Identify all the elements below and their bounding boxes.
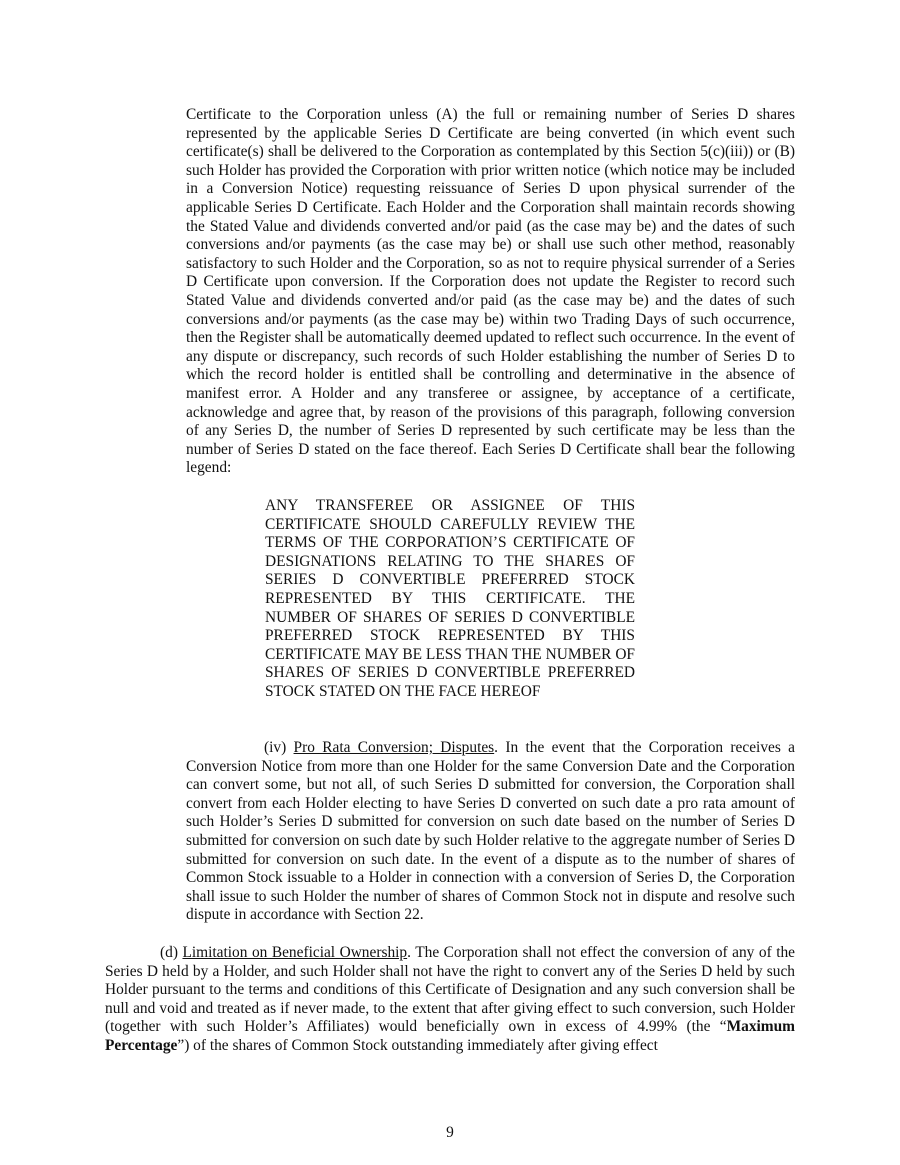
- continuation-paragraph: [186, 106, 795, 478]
- section-iv-heading-end: .: [494, 739, 499, 756]
- section-iv-heading: Pro Rata Conversion; Disputes: [293, 739, 495, 756]
- section-d-paragraph: [105, 944, 795, 1056]
- section-iv-body: In the event that the Corporation receives a Conversion Notice from more than one Holder for the same Conversion Date and the Corporation can convert some, but not all, of such Series D submitted for conversion, the Corporation shall convert from each Holder electing to have Series D converted on such date a pro rata amount of such Holder’s Series D submitted for conversion on such date based on the number of Series D submitted for conversion on such date by such Holder relative to the aggregate number of Series D submitted for conversion on such date. In the event of a dispute as to the number of shares of Common Stock issuable to a Holder in connection with a conversion of Series D, the Corporation shall issue to such Holder the number of shares of Common Stock not in dispute and resolve such dispute in accordance with Section 22.: [186, 739, 795, 924]
- continuation-paragraph-text: Certificate to the Corporation unless (A) the full or remaining number of Series D shares represented by the applicable Series D Certificate are being converted (in which event such certificate(s) shall be delivered to the Corporation as contemplated by this Section 5(c)(iii)) or (B) such Holder has provided the Corporation with prior written notice (which notice may be included in a Conversion Notice) requesting reissuance of Series D upon physical surrender of the applicable Series D Certificate. Each Holder and the Corporation shall maintain records showing the Stated Value and dividends converted and/or paid (as the case may be) and the dates of such conversions and/or payments (as the case may be) or shall use such other method, reasonably satisfactory to such Holder and the Corporation, so as not to require physical surrender of a Series D Certificate upon conversion. If the Corporation does not update the Register to record such Stated Value and dividends converted and/or paid (as the case may be) and the dates of such conversions and/or payments (as the case may be) within two Trading Days of such occurrence, then the Register shall be automatically deemed updated to reflect such occurrence. In the event of any dispute or discrepancy, such records of such Holder establishing the number of Series D to which the record holder is entitled shall be controlling and determinative in the absence of manifest error. A Holder and any transferee or assignee, by acceptance of a certificate, acknowledge and agree that, by reason of the provisions of this paragraph, following conversion of any Series D, the number of Series D represented by such certificate may be less than the number of Series D stated on the face thereof. Each Series D Certificate shall bear the following legend:: [186, 106, 795, 477]
- page-number: 9: [446, 1124, 454, 1141]
- maximum-percentage-term: Maximum Percentage: [105, 1018, 795, 1054]
- certificate-legend: [265, 497, 635, 702]
- section-d-heading: Limitation on Beneficial Ownership: [182, 944, 408, 961]
- section-d-number: (d): [160, 944, 178, 961]
- section-iv-number: (iv): [264, 739, 287, 756]
- certificate-legend-text: ANY TRANSFEREE OR ASSIGNEE OF THIS CERTIFICATE SHOULD CAREFULLY REVIEW THE TERMS OF THE CORPORATION’S CERTIFICATE OF DESIGNATIONS RELATING TO THE SHARES OF SERIES D CONVERTIBLE PREFERRED STOCK REPRESENTED BY THIS CERTIFICATE. THE NUMBER OF SHARES OF SERIES D CONVERTIBLE PREFERRED STOCK REPRESENTED BY THIS CERTIFICATE MAY BE LESS THAN THE NUMBER OF SHARES OF SERIES D CONVERTIBLE PREFERRED STOCK STATED ON THE FACE HEREOF: [265, 497, 635, 700]
- section-iv-paragraph: [186, 739, 795, 925]
- section-d-body-before: The Corporation shall not effect the conversion of any of the Series D held by a Holder, and such Holder shall not have the right to convert any of the Series D held by such Holder pursuant to the terms and conditions of this Certificate of Designation and any such conversion shall be null and void and treated as if never made, to the extent that after giving effect to such conversion, such Holder (together with such Holder’s Affiliates) would beneficially own in excess of 4.99% (the “: [105, 944, 796, 1036]
- section-d-heading-end: .: [407, 944, 411, 961]
- section-d-body-after: ”) of the shares of Common Stock outstanding immediately after giving effect: [177, 1036, 658, 1054]
